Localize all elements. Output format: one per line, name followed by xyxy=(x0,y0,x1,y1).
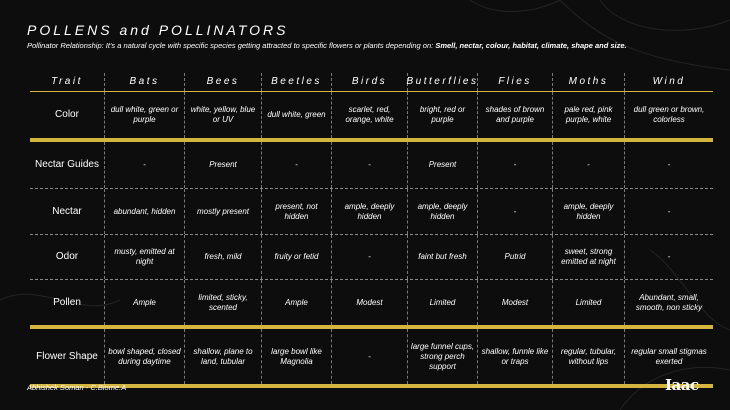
header-birds: Birds xyxy=(332,73,408,91)
table-cell: ample, deeply hidden xyxy=(408,189,478,234)
table-cell: bowl shaped, closed during daytime xyxy=(105,329,185,384)
table-row-color xyxy=(30,92,713,138)
table-cell: limited, sticky, scented xyxy=(185,280,262,325)
table-cell: shallow, funnle like or traps xyxy=(478,329,553,384)
row-divider-gold xyxy=(30,384,713,388)
header-moths: Moths xyxy=(553,73,625,91)
table-cell: - xyxy=(332,235,408,279)
table-cell: ample, deeply hidden xyxy=(332,189,408,234)
header-trait: Trait xyxy=(30,73,105,91)
table-cell: Abundant, small, smooth, non sticky xyxy=(635,292,703,312)
table-cell: Ample xyxy=(105,280,185,325)
table-cell: fresh, mild xyxy=(185,235,262,279)
table-cell: Present xyxy=(408,142,478,188)
table-cell: bright, red or purple xyxy=(408,92,478,138)
header-bats: Bats xyxy=(105,73,185,91)
table-row-nectar-guides xyxy=(30,142,713,188)
table-cell: ample, deeply hidden xyxy=(553,189,625,234)
header-butterflies: Butterflies xyxy=(408,73,478,91)
table-cell: regular small stigmas exerted xyxy=(631,346,707,366)
table-row-nectar xyxy=(30,189,713,234)
table-cell: sweet, strong emitted at night xyxy=(553,235,625,279)
trait-label: Nectar xyxy=(30,189,105,234)
table-cell: large bowl like Magnolia xyxy=(262,329,332,384)
table-row-pollen xyxy=(30,280,713,325)
trait-label: Nectar Guides xyxy=(30,142,105,188)
trait-label: Odor xyxy=(30,235,105,279)
table-cell: - xyxy=(105,142,185,188)
header-flies: Flies xyxy=(478,73,553,91)
table-cell: - xyxy=(553,142,625,188)
table-cell: dull white, green xyxy=(262,92,332,138)
author-credit: Abhishek Soman - C.Biome.A xyxy=(27,383,127,392)
trait-label: Color xyxy=(30,92,105,138)
table-cell: - xyxy=(332,329,408,384)
table-cell: Putrid xyxy=(478,235,553,279)
table-cell: abundant, hidden xyxy=(105,189,185,234)
header-beetles: Beetles xyxy=(262,73,332,91)
table-row-flower-shape xyxy=(30,329,713,384)
table-cell: present, not hidden xyxy=(262,189,332,234)
table-cell: fruity or fetid xyxy=(262,235,332,279)
table-cell: regular, tubular, without lips xyxy=(553,329,625,384)
trait-label: Flower Shape xyxy=(30,329,105,384)
page-title: POLLENS and POLLINATORS xyxy=(27,22,289,38)
table-cell: Limited xyxy=(553,280,625,325)
table-cell: - xyxy=(332,142,408,188)
table-cell: - xyxy=(262,142,332,188)
table-cell: Ample xyxy=(262,280,332,325)
table-cell: shades of brown and purple xyxy=(478,92,553,138)
table-cell: - xyxy=(667,160,671,169)
table-cell: Modest xyxy=(478,280,553,325)
table-cell: dull white, green or purple xyxy=(105,92,185,138)
table-cell: shallow, plane to land, tubular xyxy=(185,329,262,384)
table-cell: white, yellow, blue or UV xyxy=(185,92,262,138)
table-cell: dull green or brown, colorless xyxy=(633,105,705,124)
subtitle-factors: Smell, nectar, colour, habitat, climate, shape and size. xyxy=(435,41,627,50)
table-cell: faint but fresh xyxy=(408,235,478,279)
table-cell: pale red, pink purple, white xyxy=(553,92,625,138)
page-subtitle xyxy=(27,41,717,50)
table-cell: musty, emitted at night xyxy=(105,235,185,279)
table-cell: mostly present xyxy=(185,189,262,234)
table-cell: large funnel cups, strong perch support xyxy=(408,329,478,384)
pollinator-table xyxy=(30,73,713,388)
table-cell: Limited xyxy=(408,280,478,325)
trait-label: Pollen xyxy=(30,280,105,325)
table-cell: Present xyxy=(185,142,262,188)
table-cell: - xyxy=(667,206,671,216)
iaac-logo: Iaac xyxy=(665,376,699,394)
table-cell: Modest xyxy=(332,280,408,325)
table-header-row xyxy=(30,73,713,92)
header-bees: Bees xyxy=(185,73,262,91)
header-wind: Wind xyxy=(652,76,686,87)
table-cell: - xyxy=(478,142,553,188)
table-cell: scarlet, red, orange, white xyxy=(332,92,408,138)
table-row-odor xyxy=(30,235,713,279)
table-cell: - xyxy=(667,252,671,261)
subtitle-lead: Pollinator Relationship: It's a natural cycle with specific species getting attracted to specific flowers or plants depending on: xyxy=(27,41,436,50)
table-cell: - xyxy=(478,189,553,234)
